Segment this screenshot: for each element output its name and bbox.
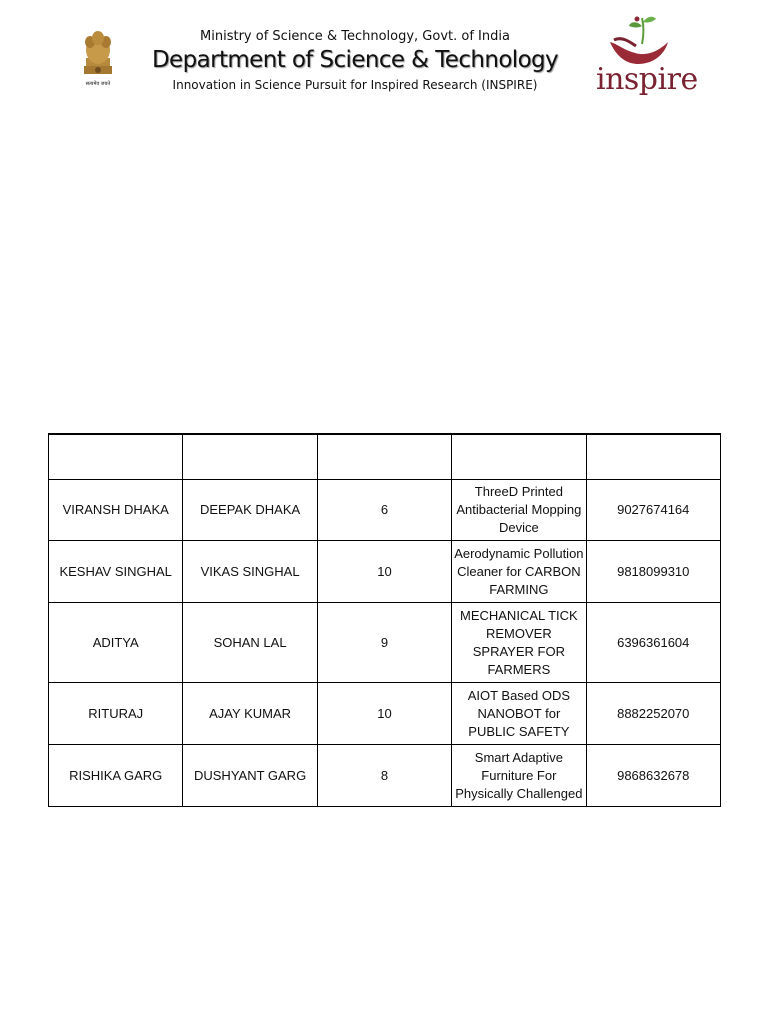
project-title-cell: Smart Adaptive Furniture For Physically Challenged [452,745,586,807]
parent-name-cell: SOHAN LAL [183,603,317,683]
phone-cell: 9868632678 [586,745,720,807]
phone-cell: 6396361604 [586,603,720,683]
phone-cell: 9027674164 [586,480,720,541]
student-name-cell: RITURAJ [49,683,183,745]
project-title-cell: Aerodynamic Pollution Cleaner for CARBON FARMING [452,541,586,603]
parent-name-cell: DEEPAK DHAKA [183,480,317,541]
student-name-cell: ADITYA [49,603,183,683]
parent-name-cell: VIKAS SINGHAL [183,541,317,603]
program-subtitle: Innovation in Science Pursuit for Inspired Research (INSPIRE) [172,78,538,92]
project-title-cell: AIOT Based ODS NANOBOT for PUBLIC SAFETY [452,683,586,745]
column-header [183,434,317,480]
emblem-caption: सत्यमेव जयते [85,81,111,87]
participants-table [48,433,721,807]
class-cell: 9 [317,603,451,683]
page-header [140,28,570,93]
table-header-row [49,434,721,480]
project-title-cell: ThreeD Printed Antibacterial Mopping Device [452,480,586,541]
phone-cell: 9818099310 [586,541,720,603]
column-header [586,434,720,480]
class-cell: 6 [317,480,451,541]
student-name-cell: RISHIKA GARG [49,745,183,807]
national-emblem [78,28,118,90]
class-cell: 8 [317,745,451,807]
column-header [317,434,451,480]
table-row [49,541,721,603]
inspire-wordmark: inspire [596,62,698,97]
table-row [49,745,721,807]
parent-name-cell: DUSHYANT GARG [183,745,317,807]
student-name-cell: KESHAV SINGHAL [49,541,183,603]
phone-cell: 8882252070 [586,683,720,745]
department-title: Department of Science & Technology [151,47,559,73]
class-cell: 10 [317,541,451,603]
table-row [49,603,721,683]
column-header [49,434,183,480]
table-row [49,683,721,745]
ministry-line: Ministry of Science & Technology, Govt. of India [200,29,510,44]
student-name-cell: VIRANSH DHAKA [49,480,183,541]
column-header [452,434,586,480]
table-row [49,480,721,541]
project-title-cell: MECHANICAL TICK REMOVER SPRAYER FOR FARMERS [452,603,586,683]
inspire-logo [596,12,698,104]
class-cell: 10 [317,683,451,745]
parent-name-cell: AJAY KUMAR [183,683,317,745]
